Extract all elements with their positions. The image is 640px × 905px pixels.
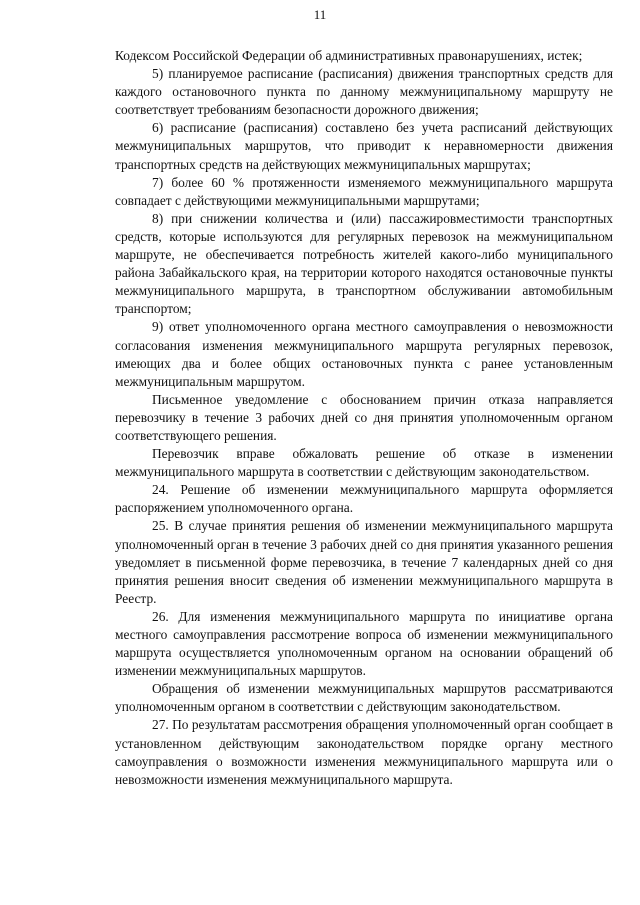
paragraph-appeal: Перевозчик вправе обжаловать решение об отказе в изменении межмуниципального маршрута в соответствии с действующим законодательством. <box>115 446 613 480</box>
paragraph-clause-25: 25. В случае принятия решения об изменении межмуниципального маршрута уполномоченный орган в течение 3 рабочих дней со дня принятия указанного решения уведомляет в письменной форме перевозчика, в течение 7 календарных дней со дня принятия решения вносит сведения об изменении межмуниципального маршрута в Реестр. <box>115 518 613 606</box>
paragraph-refusal-notice: Письменное уведомление с обоснованием причин отказа направляется перевозчику в течение 3 рабочих дней со дня принятия уполномоченным органом соответствующего решения. <box>115 391 613 443</box>
paragraph-continuation: Кодексом Российской Федерации об административных правонарушениях, истек; <box>115 48 583 63</box>
paragraph-item-9: 9) ответ уполномоченного органа местного самоуправления о невозможности согласования изменения межмуниципального маршрута регулярных перевозок, имеющих два и более общих остановочных пункта с ранее установленным межмуниципальным маршрутом. <box>115 319 613 389</box>
paragraph-clause-27: 27. По результатам рассмотрения обращения уполномоченный орган сообщает в установленном действующим законодательством порядке органу местного самоуправления о возможности изменения межмуниципального маршрута или о невозможности изменения межмуниципального маршрута. <box>115 717 613 787</box>
paragraph-clause-24: 24. Решение об изменении межмуниципального маршрута оформляется распоряжением уполномоченного органа. <box>115 482 613 516</box>
page-number: 11 <box>313 7 327 22</box>
paragraph-item-7: 7) более 60 % протяженности изменяемого межмуниципального маршрута совпадает с действующими межмуниципальными маршрутами; <box>115 174 613 208</box>
document-body <box>115 47 613 789</box>
paragraph-clause-26: 26. Для изменения межмуниципального маршрута по инициативе органа местного самоуправления рассмотрение вопроса об изменении межмуниципального маршрута осуществляется уполномоченным органом на основании обращений об изменении межмуниципальных маршрутов. <box>115 608 613 679</box>
paragraph-appeals-review: Обращения об изменении межмуниципальных маршрутов рассматриваются уполномоченным органом в соответствии с действующим законодательством. <box>115 681 613 715</box>
paragraph-item-8: 8) при снижении количества и (или) пассажировместимости транспортных средств, которые используются для регулярных перевозок на межмуниципальном маршруте, не обеспечивается потребность жителей какого-либо муниципального района Забайкальского края, на территории которого находятся остановочные пункты межмуниципального маршрута, в транспортном обслуживании автомобильным транспортом; <box>115 210 613 317</box>
paragraph-item-5: 5) планируемое расписание (расписания) движения транспортных средств для каждого остановочного пункта по данному межмуниципальному маршруту не соответствует требованиям безопасности дорожного движения; <box>115 66 613 118</box>
paragraph-item-6: 6) расписание (расписания) составлено без учета расписаний действующих межмуниципальных маршрутов, что приводит к неравномерности движения транспортных средств на действующих межмуниципальных маршрутах; <box>115 120 613 172</box>
